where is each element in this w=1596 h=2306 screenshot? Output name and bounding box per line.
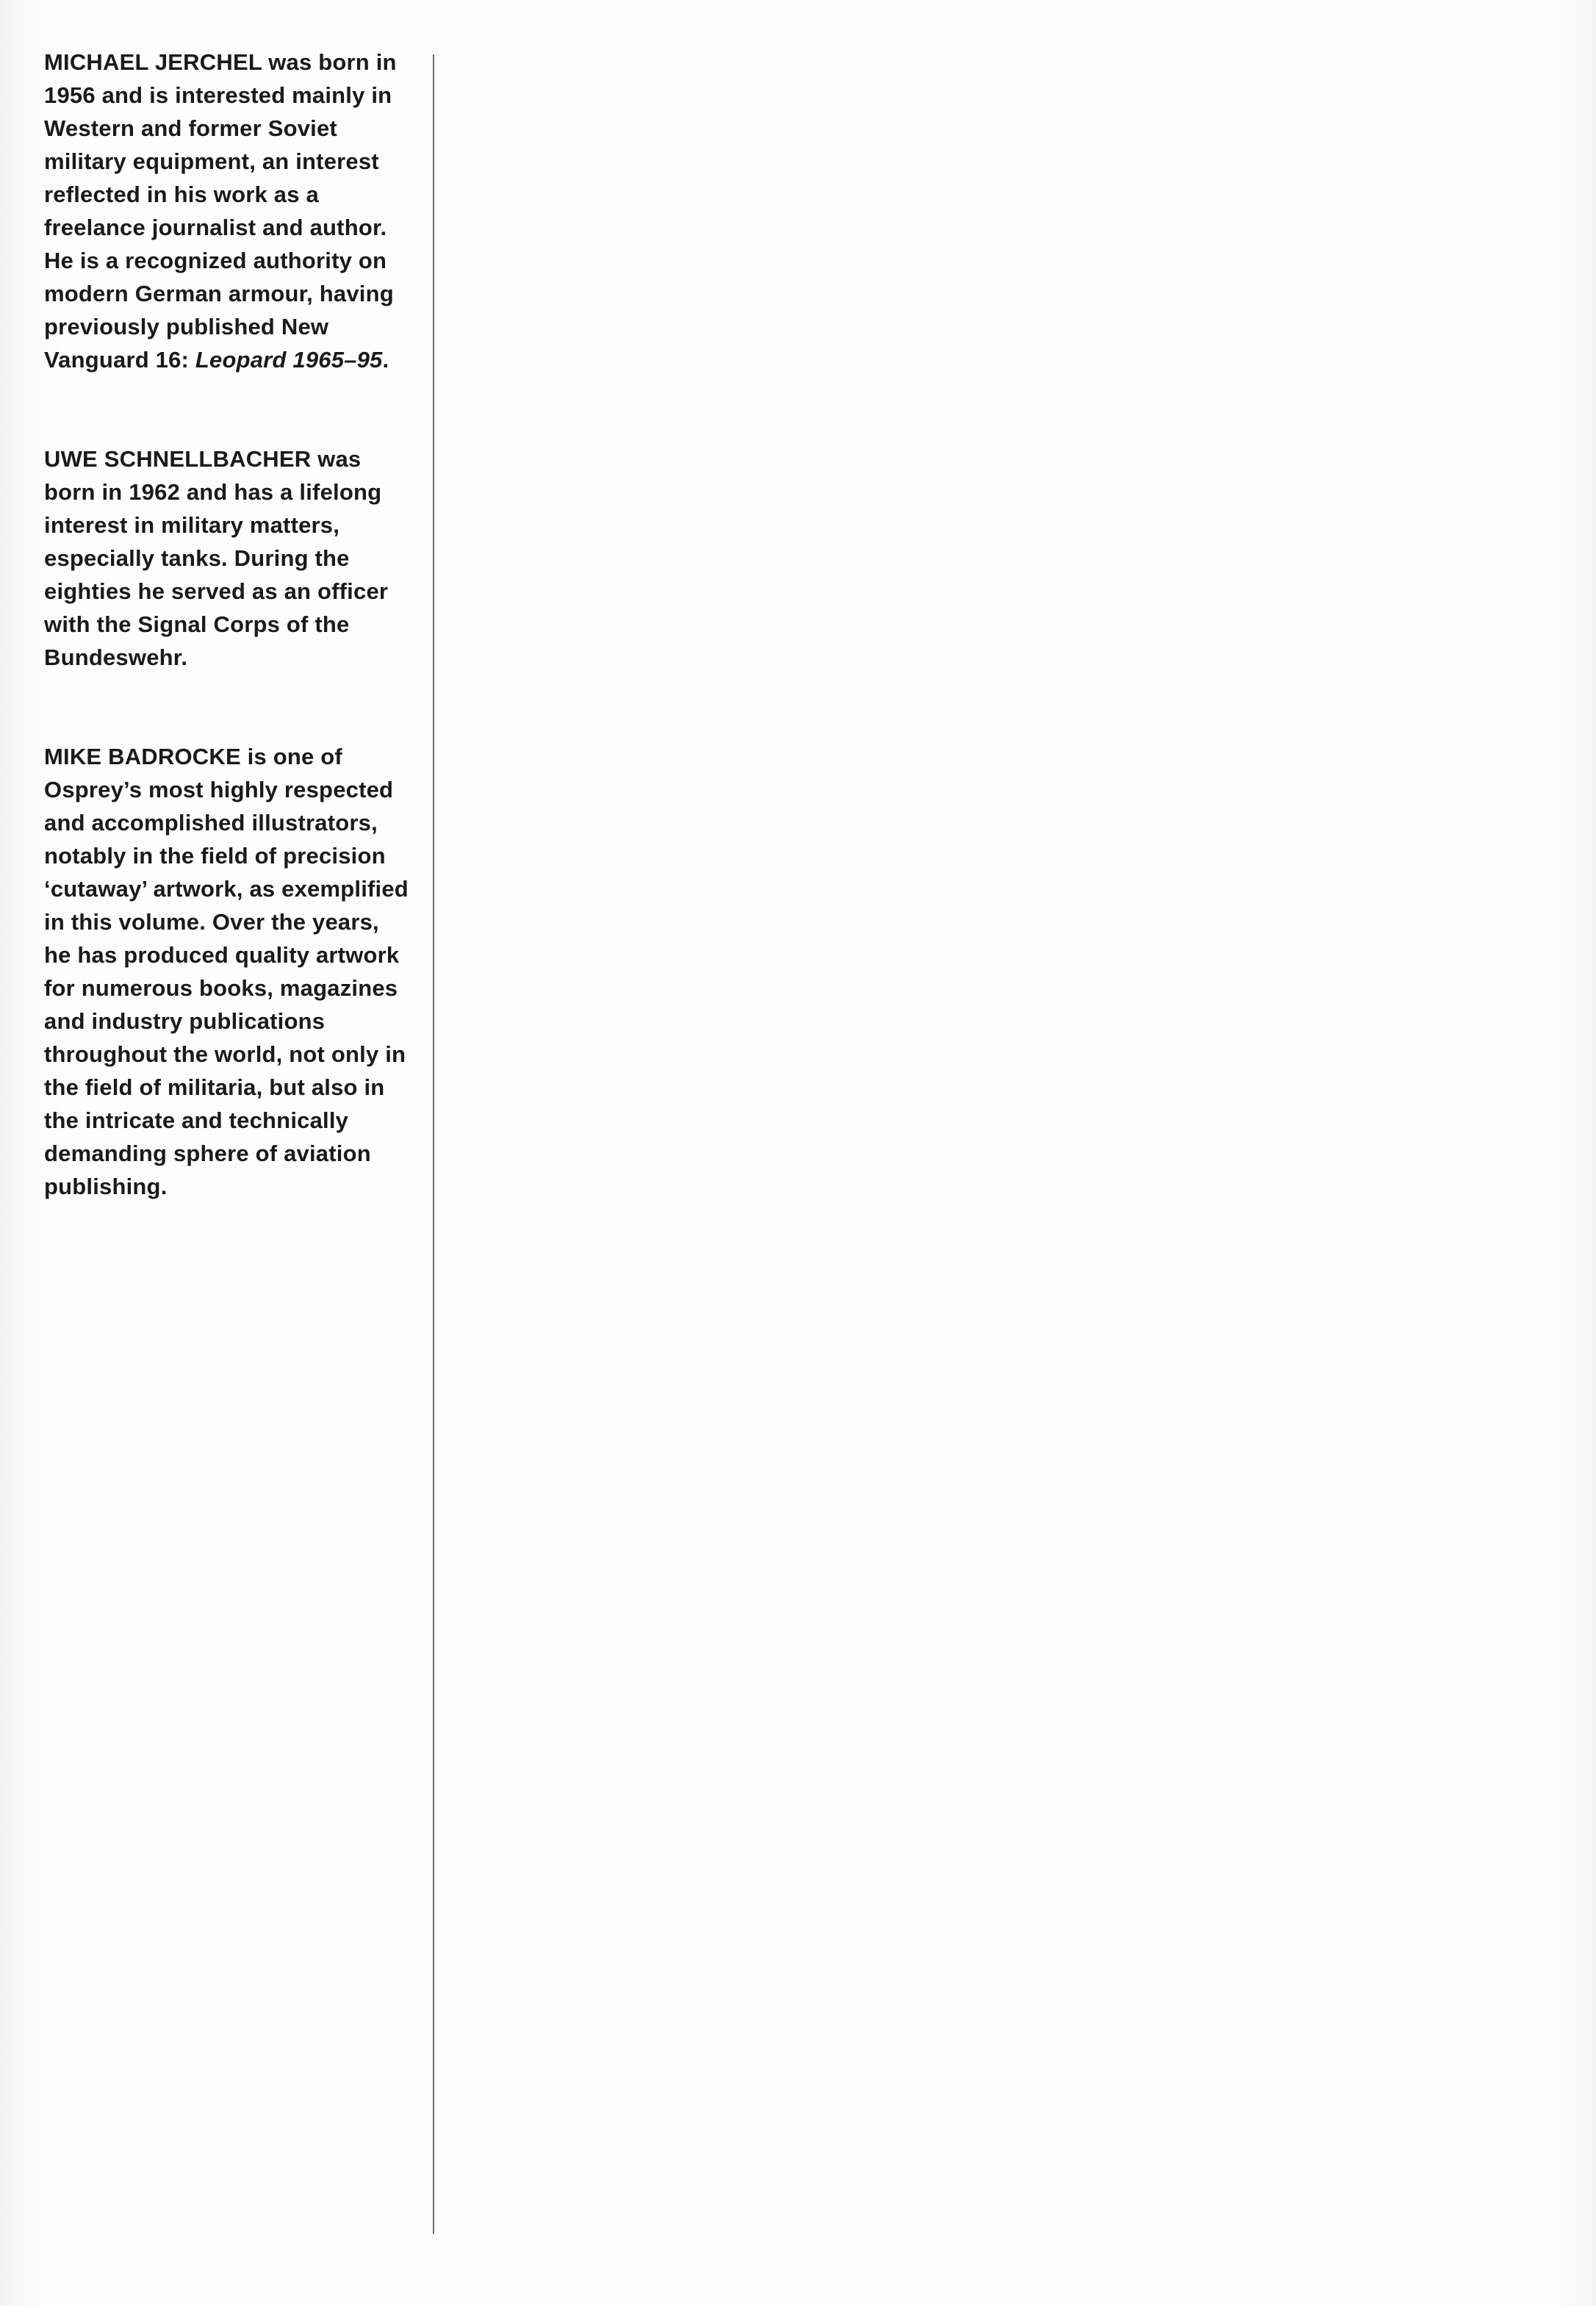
column-divider — [433, 54, 434, 2234]
bio-name: MICHAEL JERCHEL — [44, 49, 262, 75]
bio-text: was born in 1956 and is interested mainly in Western and former Soviet military equipment, an interest reflected in his work as a freelance journalist and author. He is a recognized authority on modern German armour, having previously published New Vanguard 16: — [44, 49, 397, 373]
bio-uwe-schnellbacher — [44, 442, 411, 674]
book-title: Leopard 1965–95 — [195, 347, 383, 373]
author-bios — [44, 46, 411, 1203]
bio-name: UWE SCHNELLBACHER — [44, 446, 312, 472]
bio-text: is one of Osprey’s most highly respected and accomplished illustrators, notably in the field of precision ‘cutaway’ artwork, as exemplified in this volume. Over the years, he has produced quality artwork for numerous books, magazines and industry publications throughout the world, not only in the field of militaria, but also in the intricate and technically demanding sphere of aviation publishing. — [44, 744, 409, 1199]
bio-michael-jerchel — [44, 46, 411, 376]
bio-name: MIKE BADROCKE — [44, 744, 241, 769]
bio-text: was born in 1962 and has a lifelong interest in military matters, especially tanks. During the eighties he served as an officer with the Signal Corps of the Bundeswehr. — [44, 446, 389, 670]
bio-end: . — [382, 347, 389, 373]
bio-mike-badrocke — [44, 740, 411, 1203]
